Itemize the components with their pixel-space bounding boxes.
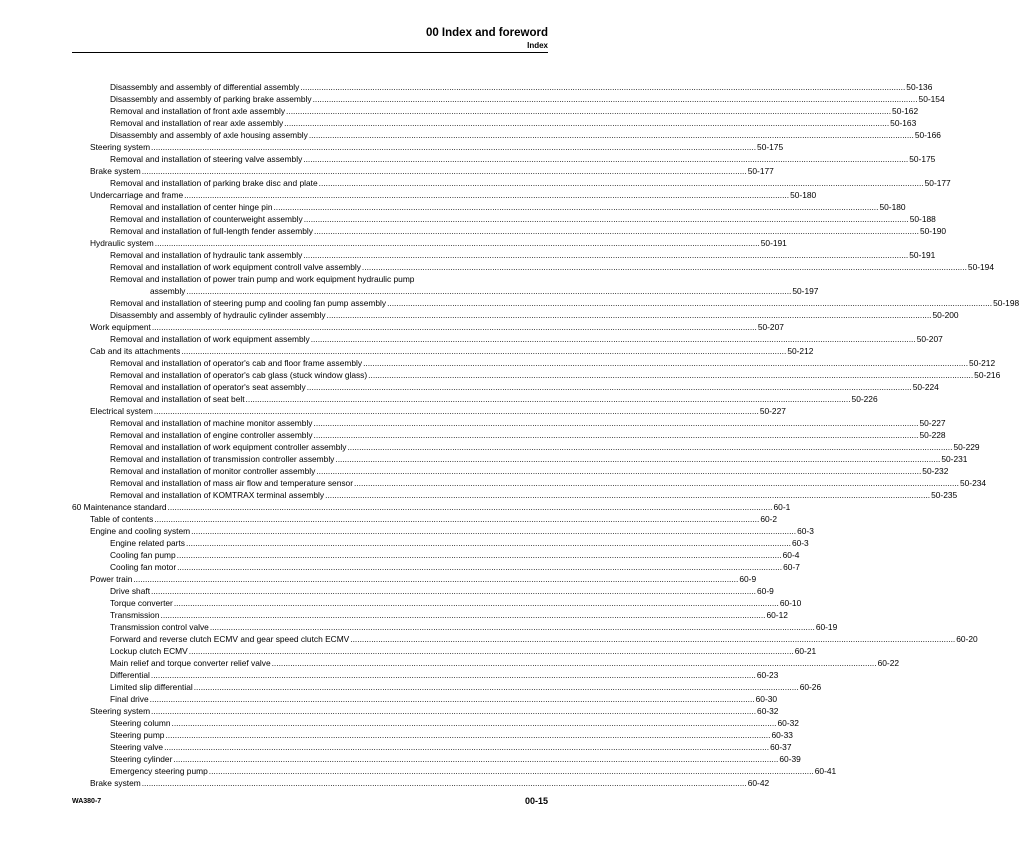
header-title: 00 Index and foreword (425, 27, 548, 39)
toc-entry-row (90, 525, 814, 537)
toc-entry-label: Power train (90, 574, 133, 584)
toc-entry-page: 50-188 (909, 214, 936, 224)
toc-entry[interactable] (72, 117, 917, 129)
toc-entry[interactable] (72, 453, 968, 465)
toc-entry-row (110, 609, 788, 621)
dot-leader: .................................................................................................................................................................................................................................................................... (387, 298, 993, 308)
toc-entry[interactable] (72, 729, 793, 741)
toc-entry-row (110, 177, 951, 189)
toc-entry[interactable] (72, 153, 936, 165)
toc-entry[interactable] (72, 429, 946, 441)
toc-entry[interactable] (72, 477, 987, 489)
toc-entry-row (110, 597, 802, 609)
dot-leader: .................................................................................................................................................................................................................................................................... (185, 538, 791, 548)
toc-entry-row (110, 333, 943, 345)
toc-entry-label: Removal and installation of work equipment controller assembly (110, 442, 347, 452)
dot-leader: .................................................................................................................................................................................................................................................................... (177, 562, 783, 572)
toc-entry-label: Forward and reverse clutch ECMV and gear speed clutch ECMV (110, 634, 350, 644)
toc-entry-label: Cooling fan motor (110, 562, 177, 572)
toc-entry[interactable] (72, 669, 779, 681)
toc-entry[interactable] (72, 237, 787, 249)
toc-entry-label-continued: assembly (150, 286, 186, 296)
toc-entry[interactable] (72, 633, 978, 645)
toc-entry-label: Removal and installation of steering valve assembly (110, 154, 303, 164)
toc-entry-row (110, 213, 936, 225)
toc-entry-page: 60-22 (877, 658, 900, 668)
toc-entry-page: 60-42 (747, 778, 770, 788)
toc-entry-row (110, 477, 987, 489)
dot-leader: .................................................................................................................................................................................................................................................................... (271, 658, 877, 668)
dot-leader: .................................................................................................................................................................................................................................................................... (326, 310, 932, 320)
toc-entry-page: 50-216 (974, 370, 1001, 380)
toc-entry[interactable] (72, 417, 946, 429)
toc-entry-label: Electrical system (90, 406, 153, 416)
toc-entry-page: 60-33 (771, 730, 793, 740)
dot-leader: .................................................................................................................................................................................................................................................................... (310, 334, 916, 344)
dot-leader: .................................................................................................................................................................................................................................................................... (150, 670, 756, 680)
toc-entry-row (150, 285, 819, 297)
toc-entry[interactable] (72, 141, 784, 153)
toc-entry[interactable] (72, 81, 933, 93)
toc-entry-page: 50-175 (909, 154, 936, 164)
toc-entry[interactable] (72, 105, 919, 117)
toc-entry-row (72, 501, 791, 513)
toc-entry-page: 50-191 (760, 238, 787, 248)
toc-entry-label: Hydraulic system (90, 238, 154, 248)
toc-entry-row (110, 741, 792, 753)
toc-entry-label: Engine and cooling system (90, 526, 191, 536)
dot-leader: .................................................................................................................................................................................................................................................................... (316, 466, 922, 476)
toc-entry-page: 50-200 (932, 310, 959, 320)
dot-leader: .................................................................................................................................................................................................................................................................... (368, 370, 974, 380)
toc-entry-page: 50-231 (941, 454, 968, 464)
toc-entry-page: 60-19 (815, 622, 838, 632)
toc-entry[interactable] (72, 225, 947, 237)
toc-entry-page: 60-10 (779, 598, 802, 608)
toc-entry[interactable] (72, 189, 817, 201)
toc-entry[interactable] (72, 681, 822, 693)
toc-entry[interactable] (72, 465, 949, 477)
toc-entry-label: Removal and installation of front axle assembly (110, 106, 286, 116)
toc-entry-label: Removal and installation of seat belt (110, 394, 245, 404)
dot-leader: .................................................................................................................................................................................................................................................................... (141, 778, 747, 788)
dot-leader: .................................................................................................................................................................................................................................................................... (300, 82, 906, 92)
toc-entry-row (110, 225, 947, 237)
toc-entry-page: 50-232 (922, 466, 949, 476)
toc-entry-row (110, 249, 936, 261)
toc-entry-page: 50-177 (747, 166, 774, 176)
toc-entry-page: 50-177 (924, 178, 951, 188)
toc-entry-label: Transmission control valve (110, 622, 209, 632)
dot-leader: .................................................................................................................................................................................................................................................................... (151, 322, 757, 332)
dot-leader: .................................................................................................................................................................................................................................................................... (313, 226, 919, 236)
toc-entry[interactable] (72, 393, 878, 405)
toc-entry[interactable] (72, 405, 786, 417)
dot-leader: .................................................................................................................................................................................................................................................................... (347, 442, 953, 452)
toc-entry-page: 50-227 (759, 406, 786, 416)
toc-entry-label: Steering system (90, 142, 151, 152)
toc-entry-row (110, 441, 980, 453)
toc-entry-page: 50-224 (912, 382, 939, 392)
toc-entry-label: Differential (110, 670, 150, 680)
toc-entry-row (90, 165, 774, 177)
footer-model: WA380-7 (72, 798, 102, 805)
toc-entry-row (110, 369, 1001, 381)
toc-entry-label: Removal and installation of mass air flow and temperature sensor (110, 478, 353, 488)
dot-leader: .................................................................................................................................................................................................................................................................... (154, 238, 760, 248)
header-divider (72, 52, 548, 53)
toc-entry-page: 60-9 (739, 574, 757, 584)
toc-entry-page: 50-136 (906, 82, 933, 92)
dot-leader: .................................................................................................................................................................................................................................................................... (188, 646, 794, 656)
toc-entry-row (110, 585, 774, 597)
page-header (426, 26, 548, 51)
toc-entry[interactable] (72, 537, 809, 549)
dot-leader: .................................................................................................................................................................................................................................................................... (151, 142, 757, 152)
dot-leader: .................................................................................................................................................................................................................................................................... (154, 514, 760, 524)
toc-entry[interactable] (72, 273, 819, 297)
toc-entry-label: Removal and installation of hydraulic tank assembly (110, 250, 303, 260)
toc-entry-row (90, 405, 786, 417)
toc-entry-row (110, 117, 917, 129)
toc-entry-label: Removal and installation of monitor controller assembly (110, 466, 316, 476)
dot-leader: .................................................................................................................................................................................................................................................................... (165, 730, 771, 740)
dot-leader: .................................................................................................................................................................................................................................................................... (167, 502, 773, 512)
toc-entry-label: Transmission (110, 610, 160, 620)
toc-entry-label: Removal and installation of machine monitor assembly (110, 418, 313, 428)
toc-entry-row (110, 645, 817, 657)
toc-entry-page: 60-7 (783, 562, 800, 572)
dot-leader: .................................................................................................................................................................................................................................................................... (164, 742, 770, 752)
toc-entry-row (90, 705, 779, 717)
toc-entry[interactable] (72, 717, 799, 729)
toc-entry-page: 50-166 (914, 130, 941, 140)
toc-entry-label: Work equipment (90, 322, 151, 332)
dot-leader: .................................................................................................................................................................................................................................................................... (363, 358, 969, 368)
toc-entry-label: Disassembly and assembly of differential assembly (110, 82, 300, 92)
toc-entry-page: 60-20 (956, 634, 978, 644)
toc-entry-label: Removal and installation of transmission controller assembly (110, 454, 335, 464)
toc-entry-page: 50-228 (919, 430, 946, 440)
toc-entry-row (90, 777, 770, 789)
toc-entry-row (110, 201, 906, 213)
toc-entry[interactable] (72, 177, 951, 189)
toc-entry-label: Removal and installation of parking brake disc and plate (110, 178, 318, 188)
toc-entry-page: 50-194 (967, 262, 994, 272)
toc-entry-row (90, 345, 814, 357)
toc-entry-page: 50-207 (757, 322, 784, 332)
toc-entry-row (110, 429, 946, 441)
toc-entry[interactable] (72, 309, 959, 321)
dot-leader: .................................................................................................................................................................................................................................................................... (303, 250, 909, 260)
toc-entry-label: Disassembly and assembly of hydraulic cylinder assembly (110, 310, 326, 320)
toc-entry-label: Removal and installation of steering pump and cooling fan pump assembly (110, 298, 387, 308)
dot-leader: .................................................................................................................................................................................................................................................................... (151, 706, 757, 716)
dot-leader: .................................................................................................................................................................................................................................................................... (208, 766, 814, 776)
toc-entry-row (110, 549, 800, 561)
toc-entry-page: 60-4 (782, 550, 800, 560)
toc-entry-page: 50-226 (851, 394, 878, 404)
toc-entry[interactable] (72, 549, 800, 561)
header-subtitle: Index (527, 41, 548, 50)
toc-entry-page: 50-198 (993, 298, 1019, 308)
toc-entry-row (110, 753, 801, 765)
toc-entry-page: 50-234 (959, 478, 987, 488)
toc-entry-label: Table of contents (90, 514, 154, 524)
dot-leader: .................................................................................................................................................................................................................................................................... (318, 178, 924, 188)
toc-entry-label: Steering column (110, 718, 171, 728)
toc-entry-row (110, 129, 941, 141)
toc-entry-page: 50-191 (909, 250, 936, 260)
toc-entry-row (110, 393, 878, 405)
toc-entry-row (90, 189, 817, 201)
dot-leader: .................................................................................................................................................................................................................................................................... (186, 286, 792, 296)
toc-entry-label: Removal and installation of work equipment controll valve assembly (110, 262, 361, 272)
toc-entry-row (90, 321, 784, 333)
toc-entry[interactable] (72, 621, 838, 633)
toc-entry[interactable] (72, 501, 791, 513)
toc-entry[interactable] (72, 93, 945, 105)
toc-entry[interactable] (72, 489, 958, 501)
toc-entry-row (110, 669, 779, 681)
toc-entry[interactable] (72, 585, 774, 597)
toc-entry-row (90, 141, 784, 153)
dot-leader: .................................................................................................................................................................................................................................................................... (133, 574, 739, 584)
toc-entry-page: 60-3 (797, 526, 814, 536)
toc-entry-label: Removal and installation of work equipment assembly (110, 334, 310, 344)
dot-leader: .................................................................................................................................................................................................................................................................... (181, 346, 787, 356)
toc-entry-label: Lockup clutch ECMV (110, 646, 188, 656)
toc-entry-page: 50-190 (919, 226, 947, 236)
toc-entry-label: Removal and installation of engine controller assembly (110, 430, 313, 440)
toc-entry-page: 50-163 (890, 118, 917, 128)
toc-entry-page: 50-175 (757, 142, 784, 152)
toc-entry[interactable] (72, 165, 774, 177)
toc-entry-page: 60-37 (770, 742, 792, 752)
toc-entry-page: 50-180 (790, 190, 817, 200)
dot-leader: .................................................................................................................................................................................................................................................................... (313, 430, 919, 440)
toc-entry[interactable] (72, 333, 943, 345)
toc-entry-label: Removal and installation of operator's seat assembly (110, 382, 306, 392)
toc-entry-page: 50-180 (879, 202, 906, 212)
toc-entry[interactable] (72, 381, 939, 393)
toc-entry-row (110, 261, 994, 273)
toc-entry[interactable] (72, 513, 778, 525)
toc-entry-label: Removal and installation of KOMTRAX terminal assembly (110, 490, 325, 500)
toc-entry[interactable] (72, 321, 784, 333)
toc-entry-page: 50-235 (931, 490, 958, 500)
toc-entry-page: 60-30 (755, 694, 778, 704)
toc-entry-label: Steering cylinder (110, 754, 173, 764)
toc-entry-page: 50-229 (953, 442, 980, 452)
toc-entry-label: Removal and installation of rear axle assembly (110, 118, 284, 128)
toc-entry-row (110, 621, 838, 633)
dot-leader: .................................................................................................................................................................................................................................................................... (308, 130, 914, 140)
toc-entry[interactable] (72, 705, 779, 717)
toc-entry-label: Engine related parts (110, 538, 185, 548)
toc-entry-label: Disassembly and assembly of axle housing assembly (110, 130, 308, 140)
toc-entry-label: Steering valve (110, 742, 164, 752)
dot-leader: .................................................................................................................................................................................................................................................................... (312, 94, 918, 104)
toc-entry-label: Removal and installation of operator's cab and floor frame assembly (110, 358, 363, 368)
toc-entry-row (110, 297, 1019, 309)
toc-entry-label: Cab and its attachments (90, 346, 181, 356)
toc-entry[interactable] (72, 657, 900, 669)
toc-entry[interactable] (72, 693, 778, 705)
dot-leader: .................................................................................................................................................................................................................................................................... (350, 634, 956, 644)
toc-entry-row (110, 717, 799, 729)
dot-leader: .................................................................................................................................................................................................................................................................... (193, 682, 799, 692)
toc-entry-label: Removal and installation of power train pump and work equipment hydraulic pump (110, 274, 415, 284)
toc-entry-label: Emergency steering pump (110, 766, 208, 776)
toc-entry-label: Disassembly and assembly of parking brake assembly (110, 94, 312, 104)
toc-entry-row (110, 357, 996, 369)
toc-entry-page: 50-162 (892, 106, 919, 116)
toc-entry-label: Limited slip differential (110, 682, 193, 692)
toc-entry-row (90, 573, 757, 585)
toc-entry-label: Removal and installation of full-length fender assembly (110, 226, 313, 236)
dot-leader: .................................................................................................................................................................................................................................................................... (209, 622, 815, 632)
toc-entry-page: 60-26 (799, 682, 822, 692)
toc-entry-page: 60-2 (760, 514, 778, 524)
dot-leader: .................................................................................................................................................................................................................................................................... (306, 382, 912, 392)
toc-entry-label: 60 Maintenance standard (72, 502, 167, 512)
toc-entry-label: Drive shaft (110, 586, 151, 596)
toc-entry[interactable] (72, 777, 770, 789)
toc-entry[interactable] (72, 441, 980, 453)
dot-leader: .................................................................................................................................................................................................................................................................... (173, 754, 779, 764)
toc-entry-row (110, 681, 822, 693)
toc-entry-page: 50-227 (919, 418, 946, 428)
dot-leader: .................................................................................................................................................................................................................................................................... (313, 418, 919, 428)
toc-entry[interactable] (72, 525, 814, 537)
table-of-contents (72, 81, 1019, 789)
dot-leader: .................................................................................................................................................................................................................................................................... (303, 154, 909, 164)
toc-entry-row (110, 729, 793, 741)
toc-entry[interactable] (72, 345, 814, 357)
toc-entry-page: 50-207 (916, 334, 943, 344)
dot-leader: .................................................................................................................................................................................................................................................................... (284, 118, 890, 128)
toc-entry-page: 60-9 (757, 586, 774, 596)
toc-entry-label: Torque converter (110, 598, 173, 608)
toc-entry-label: Steering pump (110, 730, 165, 740)
toc-entry-row (110, 81, 933, 93)
dot-leader: .................................................................................................................................................................................................................................................................... (171, 718, 777, 728)
toc-entry[interactable] (72, 129, 941, 141)
toc-entry[interactable] (72, 249, 936, 261)
toc-entry[interactable] (72, 765, 837, 777)
toc-entry-row (110, 693, 778, 705)
toc-entry-page: 50-212 (787, 346, 814, 356)
dot-leader: .................................................................................................................................................................................................................................................................... (184, 190, 790, 200)
toc-entry-page: 60-39 (779, 754, 801, 764)
dot-leader: .................................................................................................................................................................................................................................................................... (303, 214, 909, 224)
toc-entry-page: 60-41 (814, 766, 837, 776)
toc-entry[interactable] (72, 645, 817, 657)
toc-entry-row (110, 453, 968, 465)
toc-entry-page: 50-154 (918, 94, 945, 104)
dot-leader: .................................................................................................................................................................................................................................................................... (286, 106, 892, 116)
toc-entry-page: 60-32 (757, 706, 779, 716)
toc-entry-label: Undercarriage and frame (90, 190, 184, 200)
dot-leader: .................................................................................................................................................................................................................................................................... (191, 526, 797, 536)
toc-entry-label: Removal and installation of center hinge pin (110, 202, 273, 212)
toc-entry-row (110, 93, 945, 105)
toc-entry[interactable] (72, 753, 801, 765)
toc-entry-row (110, 489, 958, 501)
toc-entry[interactable] (72, 357, 996, 369)
toc-entry-label: Final drive (110, 694, 149, 704)
toc-entry-label: Brake system (90, 778, 141, 788)
dot-leader: .................................................................................................................................................................................................................................................................... (354, 478, 959, 488)
dot-leader: .................................................................................................................................................................................................................................................................... (325, 490, 931, 500)
toc-entry-row (110, 417, 946, 429)
toc-entry-label: Main relief and torque converter relief valve (110, 658, 271, 668)
toc-entry-page: 50-197 (792, 286, 819, 296)
dot-leader: .................................................................................................................................................................................................................................................................... (160, 610, 766, 620)
dot-leader: .................................................................................................................................................................................................................................................................... (149, 694, 755, 704)
toc-entry[interactable] (72, 369, 1001, 381)
toc-entry-page: 60-23 (756, 670, 779, 680)
toc-entry[interactable] (72, 573, 757, 585)
toc-entry[interactable] (72, 741, 792, 753)
dot-leader: .................................................................................................................................................................................................................................................................... (176, 550, 782, 560)
toc-entry-row (90, 237, 787, 249)
toc-entry-row (110, 561, 800, 573)
toc-entry-row (110, 765, 837, 777)
dot-leader: .................................................................................................................................................................................................................................................................... (361, 262, 967, 272)
toc-entry[interactable] (72, 213, 936, 225)
toc-entry-label: Cooling fan pump (110, 550, 176, 560)
toc-entry[interactable] (72, 201, 906, 213)
toc-entry[interactable] (72, 561, 800, 573)
toc-entry-row (110, 633, 978, 645)
dot-leader: .................................................................................................................................................................................................................................................................... (335, 454, 941, 464)
toc-entry-label: Removal and installation of counterweight assembly (110, 214, 303, 224)
dot-leader: .................................................................................................................................................................................................................................................................... (141, 166, 747, 176)
toc-entry-page: 60-32 (777, 718, 799, 728)
toc-entry-row (110, 657, 900, 669)
dot-leader: .................................................................................................................................................................................................................................................................... (153, 406, 759, 416)
toc-entry-page: 60-21 (794, 646, 817, 656)
toc-entry[interactable] (72, 261, 994, 273)
toc-entry-page: 60-1 (773, 502, 791, 512)
dot-leader: .................................................................................................................................................................................................................................................................... (151, 586, 757, 596)
toc-entry-row (110, 309, 959, 321)
toc-entry-label: Brake system (90, 166, 141, 176)
footer-page-number: 00-15 (524, 796, 548, 806)
toc-entry-row (110, 465, 949, 477)
toc-entry-row (110, 105, 919, 117)
toc-entry-label: Removal and installation of operator's cab glass (stuck window glass) (110, 370, 368, 380)
toc-entry-page: 60-3 (791, 538, 809, 548)
toc-entry-row (90, 513, 778, 525)
dot-leader: .................................................................................................................................................................................................................................................................... (245, 394, 851, 404)
toc-entry[interactable] (72, 597, 802, 609)
toc-entry[interactable] (72, 609, 788, 621)
toc-entry[interactable] (72, 297, 1019, 309)
toc-entry-page: 60-12 (766, 610, 788, 620)
dot-leader: .................................................................................................................................................................................................................................................................... (173, 598, 779, 608)
toc-entry-label: Steering system (90, 706, 151, 716)
dot-leader: .................................................................................................................................................................................................................................................................... (273, 202, 879, 212)
toc-entry-row (110, 153, 936, 165)
toc-entry-row (110, 537, 809, 549)
toc-entry-row (110, 381, 939, 393)
toc-entry-page: 50-212 (969, 358, 996, 368)
